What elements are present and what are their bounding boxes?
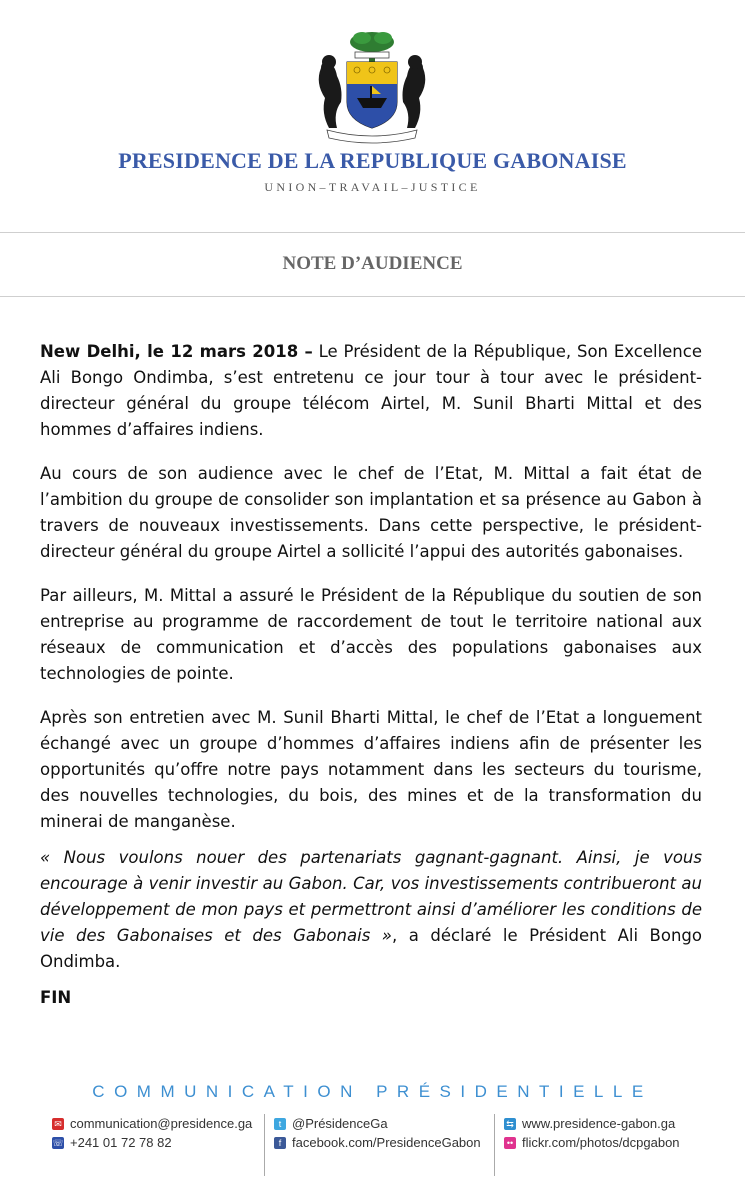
paragraph-3: Par ailleurs, M. Mittal a assuré le Président de la République du soutien de son entreprise au programme de raccordement de tout le territoire national aux réseaux de communication et d’accès des populations gabonaises aux technologies de pointe. — [40, 586, 702, 683]
footer-email[interactable]: communication@presidence.ga — [70, 1116, 253, 1131]
paragraph-5 — [40, 845, 702, 975]
top-divider — [0, 232, 745, 233]
dateline: New Delhi, le 12 mars 2018 – — [40, 342, 313, 361]
footer-phone[interactable]: +241 01 72 78 82 — [70, 1135, 172, 1150]
quote-attribution: , a déclaré le Président Ali Bongo Ondimba. — [40, 926, 702, 971]
footer-heading: COMMUNICATION PRÉSIDENTIELLE — [92, 1082, 653, 1101]
paragraph-1-text: Le Président de la République, Son Excellence Ali Bongo Ondimba, s’est entretenu ce jour tour à tour avec le président-directeur général du groupe télécom Airtel, M. Sunil Bharti Mittal et des hommes d’affaires indiens. — [40, 342, 702, 439]
twitter-icon: t — [274, 1118, 286, 1130]
footer-col-social — [274, 1114, 481, 1152]
footer-separator — [264, 1114, 265, 1176]
footer-facebook[interactable]: facebook.com/PresidenceGabon — [292, 1135, 481, 1150]
link-icon: ⇆ — [504, 1118, 516, 1130]
end-marker: FIN — [40, 988, 72, 1007]
footer-website[interactable]: www.presidence-gabon.ga — [522, 1116, 676, 1131]
institution-title: PRESIDENCE DE LA REPUBLIQUE GABONAISE — [118, 148, 627, 173]
phone-icon: ☏ — [52, 1137, 64, 1148]
paragraph-4: Après son entretien avec M. Sunil Bharti Mittal, le chef de l’Etat a longuement échangé avec un groupe d’hommes d’affaires indiens afin de présenter les opportunités qu’offre notre pays notamment dans les secteurs du tourisme, des nouvelles technologies, du bois, des mines et de la transformation du minerai de manganèse. — [40, 708, 702, 831]
facebook-icon: f — [274, 1137, 286, 1149]
footer-twitter[interactable]: @PrésidenceGa — [292, 1116, 388, 1131]
national-motto: UNION–TRAVAIL–JUSTICE — [264, 180, 481, 194]
email-icon: ✉ — [52, 1118, 64, 1130]
coat-of-arms-emblem — [307, 28, 437, 146]
footer-col-contact — [52, 1114, 252, 1152]
footer-col-web — [504, 1114, 680, 1152]
presidential-quote: « Nous voulons nouer des partenariats gagnant-gagnant. Ainsi, je vous encourage à venir investir au Gabon. Car, vos investissements contribueront au développement de mon pays et permettront ainsi d’améliorer les conditions de vie des Gabonaises et des Gabonais » — [40, 848, 702, 945]
paragraph-2: Au cours de son audience avec le chef de l’Etat, M. Mittal a fait état de l’ambition du groupe de consolider son implantation et sa présence au Gabon à travers de nouveaux investissements. Dans cette perspective, le président-directeur général du groupe Airtel a sollicité l’appui des autorités gabonaises. — [40, 464, 702, 561]
heading-divider — [0, 296, 745, 297]
flickr-icon: •• — [504, 1137, 516, 1149]
footer-separator — [494, 1114, 495, 1176]
document-body — [40, 339, 702, 1029]
footer-flickr[interactable]: flickr.com/photos/dcpgabon — [522, 1135, 680, 1150]
footer-contacts — [0, 1114, 745, 1180]
document-type-heading: NOTE D’AUDIENCE — [282, 253, 463, 274]
paragraph-1 — [40, 339, 702, 443]
